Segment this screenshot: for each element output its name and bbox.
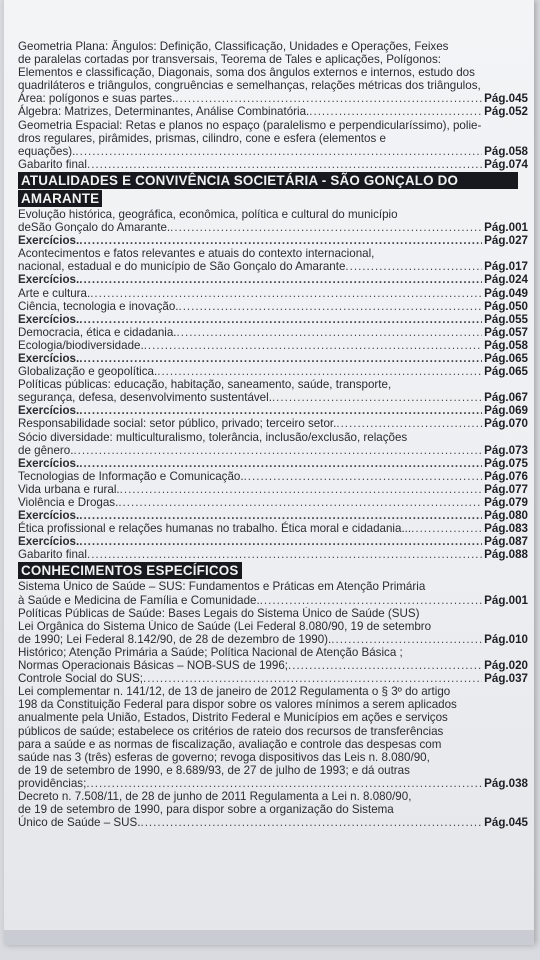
page-number: Pág.088 <box>484 548 528 562</box>
dot-leader <box>79 404 482 417</box>
entry-text-line: de 19 de setembro de 1990, para dispor sobre a organização do Sistema <box>18 803 394 817</box>
dot-leader <box>118 496 482 509</box>
document-page <box>4 0 534 945</box>
entry-text-line: Decreto n. 7.508/11, de 28 de junho de 2011 Regulamenta a Lei n. 8.080/90, <box>18 789 412 803</box>
page-number: Pág.017 <box>484 260 528 274</box>
exercises-entry <box>18 273 528 286</box>
exercises-entry <box>18 313 528 326</box>
toc-entry <box>18 326 528 339</box>
dot-leader <box>309 105 482 118</box>
entry-text-line: Gabarito final <box>18 548 87 562</box>
entry-text-line: Sistema Único de Saúde – SUS: Fundamentos e Práticas em Atenção Primária <box>18 580 426 594</box>
page-number: Pág.038 <box>484 776 528 790</box>
entry-text-line: Violência e Drogas. <box>18 496 119 509</box>
toc-entry <box>18 287 528 300</box>
entry-text-line: nacional, estadual e do município de São Gonçalo do Amarante <box>18 260 346 274</box>
entry-text-line: Área: polígonos e suas partes. <box>18 92 176 106</box>
toc-entry <box>18 300 528 313</box>
page-number: Pág.087 <box>484 535 528 549</box>
page-number: Pág.065 <box>484 365 528 379</box>
entry-text-line: Normas Operacionais Básicas – NOB-SUS de 1996; <box>18 659 288 673</box>
page-number: Pág.001 <box>484 593 528 607</box>
section-heading: ATUALIDADES E CONVIVÊNCIA SOCIETÁRIA - SÃO GONÇALO DO <box>18 172 518 189</box>
entry-text-line: Exercícios. <box>18 456 80 470</box>
entry-text-line: Lei complementar n. 141/12, de 13 de janeiro de 2012 Regulamenta o § 3º do artigo <box>18 685 451 699</box>
page-number: Pág.057 <box>484 325 528 339</box>
toc-entry <box>18 247 528 273</box>
entry-text-line: Vida urbana e rural. <box>18 482 120 496</box>
dot-leader <box>79 313 482 326</box>
page-number: Pág.052 <box>484 105 528 119</box>
entry-text-line: Exercícios. <box>18 312 80 326</box>
page-number: Pág.001 <box>484 221 528 235</box>
page-number: Pág.045 <box>484 92 528 106</box>
page-number: Pág.037 <box>484 672 528 686</box>
entry-text-line: Exercícios. <box>18 404 80 418</box>
section-heading: CONHECIMENTOS ESPECÍFICOS <box>18 562 242 579</box>
toc-entry <box>18 105 528 118</box>
page-number: Pág.073 <box>484 443 528 457</box>
entry-text-line: segurança, defesa, desenvolvimento sustentável. <box>18 391 272 405</box>
entry-text-line: quadriláteros e triângulos, congruências e semelhanças, relações métricas dos triângulos, <box>18 79 481 93</box>
dot-leader <box>157 365 482 378</box>
page-number: Pág.055 <box>484 312 528 326</box>
entry-text-line: deSão Gonçalo do Amarante. <box>18 221 171 235</box>
dot-leader <box>260 594 482 607</box>
page-number: Pág.024 <box>484 273 528 287</box>
entry-text-line: Controle Social do SUS; <box>18 672 144 686</box>
toc-entry <box>18 580 528 606</box>
dot-leader <box>177 326 483 339</box>
entry-text-line: Único de Saúde – SUS. <box>18 816 141 830</box>
dot-leader <box>79 509 482 522</box>
entry-text-line: Ciência, tecnologia e inovação. <box>18 299 179 313</box>
page-number: Pág.050 <box>484 299 528 313</box>
entry-text-line: Globalização e geopolítica. <box>18 365 158 379</box>
entry-text-line: Exercícios. <box>18 273 80 287</box>
page-number: Pág.079 <box>484 496 528 509</box>
entry-text-line: Geometria Espacial: Retas e planos no espaço (paralelismo e perpendicularíssimo), polie- <box>18 118 482 132</box>
dot-leader <box>140 816 482 829</box>
toc-entry <box>18 685 528 790</box>
entry-text-line: 198 da Constituição Federal para dispor sobre os valores mínimos a serem aplicados <box>18 698 457 712</box>
dot-leader <box>86 777 482 790</box>
entry-text-line: de gênero. <box>18 443 74 457</box>
toc-entry <box>18 365 528 378</box>
dot-leader <box>79 535 482 548</box>
entry-text-line: Exercícios. <box>18 234 80 248</box>
entry-text-line: Exercícios. <box>18 535 80 549</box>
page-number: Pág.080 <box>484 509 528 523</box>
dot-leader <box>75 145 482 158</box>
toc-entry <box>18 431 528 457</box>
entry-text-line: anualmente pela União, Estados, Distrito Federal e Municípios em ações e serviços <box>18 711 448 725</box>
entry-text-line: Geometria Plana: Ângulos: Definição, Classificação, Unidades e Operações, Feixes <box>18 40 449 53</box>
section-heading: AMARANTE <box>18 190 102 207</box>
dot-leader <box>90 287 482 300</box>
entry-text-line: Álgebra: Matrizes, Determinantes, Análise Combinatória. <box>18 105 310 119</box>
dot-leader <box>79 234 482 247</box>
toc-entry <box>18 672 528 685</box>
dot-leader <box>87 548 482 561</box>
dot-leader <box>288 659 482 672</box>
dot-leader <box>411 522 482 535</box>
entry-text-line: Democracia, ética e cidadania. <box>18 325 177 339</box>
page-number: Pág.074 <box>484 157 528 171</box>
entry-text-line: Exercícios. <box>18 351 80 365</box>
entry-text-line: Responsabilidade social: setor público, privado; terceiro setor. <box>18 417 337 431</box>
entry-text-line: Acontecimentos e fatos relevantes e atuais do contexto internacional, <box>18 247 375 261</box>
dot-leader <box>170 221 482 234</box>
page-number: Pág.058 <box>484 338 528 352</box>
page-number: Pág.070 <box>484 417 528 431</box>
entry-text-line: públicos de saúde; estabelece os critérios de rateio dos recursos de transferências <box>18 724 444 738</box>
entry-text-line: Ética profissional e relações humanas no trabalho. Ética moral e cidadania... <box>18 522 412 536</box>
entry-text-line: dros regulares, pirâmides, prismas, cilindro, cone e esfera (elementos e <box>18 131 386 145</box>
page-number: Pág.083 <box>484 522 528 536</box>
entry-text-line: para a saúde e as normas de fiscalização, avaliação e controle das despesas com <box>18 737 442 751</box>
toc-entry <box>18 790 528 829</box>
dot-leader <box>87 158 482 171</box>
toc-entry <box>18 339 528 352</box>
toc-entry <box>18 496 528 509</box>
page-number: Pág.069 <box>484 404 528 418</box>
exercises-entry <box>18 404 528 417</box>
entry-text-line: Arte e cultura. <box>18 286 91 300</box>
toc-entry <box>18 378 528 404</box>
page-number: Pág.076 <box>484 469 528 483</box>
entry-text-line: equações). <box>18 144 76 158</box>
entry-text-line: saúde nas 3 (três) esferas de governo; revoga dispositivos das Leis n. 8.080/90, <box>18 750 430 764</box>
page-number: Pág.049 <box>484 286 528 300</box>
toc-entry <box>18 483 528 496</box>
dot-leader <box>331 633 482 646</box>
entry-text-line: providências; <box>18 776 87 790</box>
page-number: Pág.067 <box>484 391 528 405</box>
dot-leader <box>79 273 482 286</box>
page-number: Pág.010 <box>484 632 528 646</box>
dot-leader <box>345 260 482 273</box>
entry-text-line: Elementos e classificação, Diagonais, soma dos ângulos externos e internos, estudo dos <box>18 66 475 80</box>
dot-leader <box>144 339 482 352</box>
dot-leader <box>73 444 482 457</box>
toc-entry <box>18 522 528 535</box>
page-number: Pág.027 <box>484 234 528 248</box>
toc-entry <box>18 646 528 672</box>
entry-text-line: de paralelas cortadas por transversais, Teorema de Tales e aplicações, Polígonos: <box>18 53 441 67</box>
exercises-entry <box>18 535 528 548</box>
dot-leader <box>79 352 482 365</box>
entry-text-line: Tecnologias de Informação e Comunicação. <box>18 469 244 483</box>
exercises-entry <box>18 234 528 247</box>
toc-entry <box>18 119 528 158</box>
table-of-contents <box>18 40 528 829</box>
entry-text-line: Lei Orgânica do Sistema Único de Saúde (Lei Federal 8.080/90, 19 de setembro <box>18 619 432 633</box>
page-number: Pág.058 <box>484 144 528 158</box>
entry-text-line: Evolução histórica, geográfica, econômica, política e cultural do município <box>18 207 398 221</box>
page-number: Pág.045 <box>484 816 528 830</box>
entry-text-line: Ecologia/biodiversidade. <box>18 338 144 352</box>
page-bottom-edge <box>4 930 534 945</box>
exercises-entry <box>18 509 528 522</box>
toc-entry <box>18 548 528 561</box>
page-number: Pág.077 <box>484 482 528 496</box>
dot-leader <box>175 92 482 105</box>
toc-entry <box>18 208 528 234</box>
exercises-entry <box>18 457 528 470</box>
toc-entry <box>18 40 528 105</box>
toc-entry <box>18 470 528 483</box>
entry-text-line: Sócio diversidade: multiculturalismo, tolerância, inclusão/exclusão, relações <box>18 430 408 444</box>
dot-leader <box>120 483 483 496</box>
page-number: Pág.075 <box>484 456 528 470</box>
page-number: Pág.020 <box>484 659 528 673</box>
entry-text-line: de 19 de setembro de 1990, e 8.689/93, de 27 de julho de 1993; e dá outras <box>18 763 410 777</box>
dot-leader <box>178 300 482 313</box>
exercises-entry <box>18 352 528 365</box>
toc-entry <box>18 158 528 171</box>
entry-text-line: Exercícios. <box>18 509 80 523</box>
entry-text-line: Políticas Públicas de Saúde: Bases Legais do Sistema Único de Saúde (SUS) <box>18 606 420 620</box>
page-number: Pág.065 <box>484 351 528 365</box>
entry-text-line: Gabarito final <box>18 157 87 171</box>
dot-leader <box>79 457 482 470</box>
dot-leader <box>272 391 482 404</box>
dot-leader <box>244 470 483 483</box>
entry-text-line: Políticas públicas: educação, habitação, saneamento, saúde, transporte, <box>18 378 392 392</box>
toc-entry <box>18 607 528 646</box>
entry-text-line: de 1990; Lei Federal 8.142/90, de 28 de dezembro de 1990). <box>18 632 332 646</box>
dot-leader <box>143 672 482 685</box>
entry-text-line: à Saúde e Medicina de Família e Comunidade. <box>18 593 260 607</box>
toc-entry <box>18 417 528 430</box>
dot-leader <box>336 417 482 430</box>
entry-text-line: Histórico; Atenção Primária a Saúde; Política Nacional de Atenção Básica ; <box>18 645 403 659</box>
